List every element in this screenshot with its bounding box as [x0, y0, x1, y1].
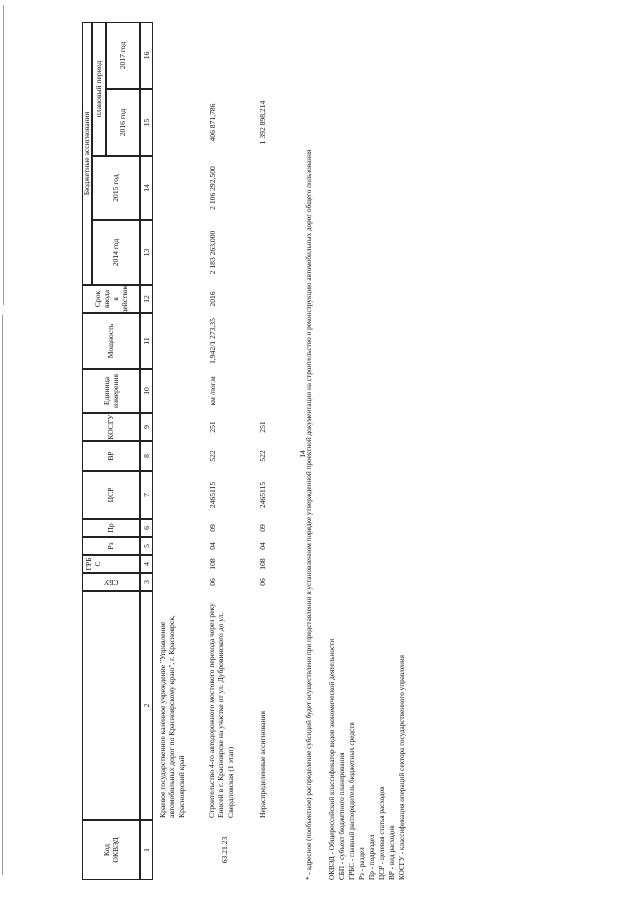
row-rz: 04	[208, 542, 217, 550]
col-number: 10	[140, 369, 153, 413]
header-year-2016: 2016 год	[106, 89, 140, 156]
row-pr: 09	[258, 524, 267, 532]
col-number: 14	[140, 156, 153, 220]
legend-item: ЦСР - целевая статья расходов	[378, 786, 386, 880]
col-number: 3	[140, 573, 153, 591]
header-code: Код ОКВЭД	[82, 820, 140, 880]
row-y2016: 1 392 898,214	[258, 100, 267, 145]
row-pr: 09	[208, 524, 217, 532]
row-vr: 522	[258, 450, 267, 462]
header-vr: ВР	[82, 441, 140, 471]
row-rz: 04	[258, 542, 267, 550]
row-csr: 2465115	[258, 481, 267, 509]
col-number: 15	[140, 89, 153, 156]
row-grbs: 108	[258, 558, 267, 570]
col-number: 9	[140, 413, 153, 441]
col-number: 13	[140, 220, 153, 285]
legend-item: ОКВЭД - Общероссийский классификатор видов экономической деятельности	[328, 638, 336, 880]
col-number: 5	[140, 537, 153, 555]
legend-item: Рз - раздел	[358, 847, 366, 880]
row-sbu: 06	[208, 578, 217, 586]
row-unit: км /пог.м	[208, 376, 217, 406]
row-y2015: 2 106 292,500	[208, 166, 217, 210]
col-number: 4	[140, 555, 153, 573]
col-number: 1	[140, 820, 153, 880]
col-number: 6	[140, 519, 153, 537]
header-pr: Пр	[82, 519, 140, 537]
header-unit: Единица измерения	[82, 369, 140, 413]
legend	[328, 460, 428, 880]
header-rz: Рз	[82, 537, 140, 555]
row-name: Краевое государственное казенное учреждение "Управление автомобильных дорог по Красноярскому краю", г. Красноярск, Красноярский край	[158, 615, 186, 818]
row-name: Нераспределенные ассигнования	[258, 710, 267, 818]
header-budget-group: Бюджетные ассигнования	[82, 22, 92, 285]
row-grbs: 108	[208, 558, 217, 570]
row-term: 2016	[208, 291, 217, 307]
legend-item: Пр - подраздел	[368, 834, 376, 880]
row-csr: 2465115	[208, 481, 217, 509]
header-year-2014: 2014 год	[92, 220, 140, 285]
scan-edge-mark	[3, 5, 4, 305]
table-row	[158, 592, 186, 820]
header-year-2015: 2015 год	[92, 156, 140, 220]
footnote: * - адресное (пообъектное) распределение субсидий будет осуществлено при представлении в установленном порядке утвержденной проектной документации на строительство и реконструкцию автомобильных дорог общего пользования	[305, 149, 313, 880]
page-number: 14	[298, 450, 307, 458]
row-kosgu: 251	[208, 421, 217, 433]
row-vr: 522	[208, 450, 217, 462]
row-sbu: 06	[258, 578, 267, 586]
header-planning-period: плановый период	[92, 22, 106, 156]
header-name	[82, 591, 140, 820]
legend-item: ВР - вид расходов	[388, 825, 396, 880]
col-number: 8	[140, 441, 153, 471]
col-number: 11	[140, 313, 153, 369]
row-kosgu: 251	[258, 421, 267, 433]
col-number: 16	[140, 22, 153, 89]
col-number: 2	[140, 591, 153, 820]
header-csr: ЦСР	[82, 471, 140, 519]
row-y2014: 2 183 263,000	[208, 230, 217, 275]
header-kosgu: КОСГУ	[82, 413, 140, 441]
scan-edge-mark	[2, 315, 3, 875]
col-number: 7	[140, 471, 153, 519]
header-term: Срок ввода в действие	[82, 285, 140, 313]
col-number: 12	[140, 285, 153, 313]
row-name: Строительство 4-го автодорожного мостового перехода через реку Енисей в г. Красноярске на участке от ул. Дубровинского до ул. Свердловская (1 этап)	[207, 603, 235, 818]
legend-item: КОСГУ - классификация операций сектора государственного управления	[398, 655, 406, 880]
header-grbs: ГРБ С	[82, 555, 140, 573]
legend-item: ГРБС - главный распорядитель бюджетных средств	[348, 722, 356, 880]
row-code: 63.21.23	[220, 836, 230, 864]
legend-item: СБП - субъект бюджетного планирования	[338, 752, 346, 880]
row-y2016: 406 871,786	[208, 103, 217, 142]
header-capacity: Мощность	[82, 313, 140, 369]
row-capacity: 1,942/1 273,35	[208, 318, 217, 364]
header-year-2017: 2017 год	[106, 22, 140, 89]
header-sbu: СБУ	[82, 573, 140, 591]
